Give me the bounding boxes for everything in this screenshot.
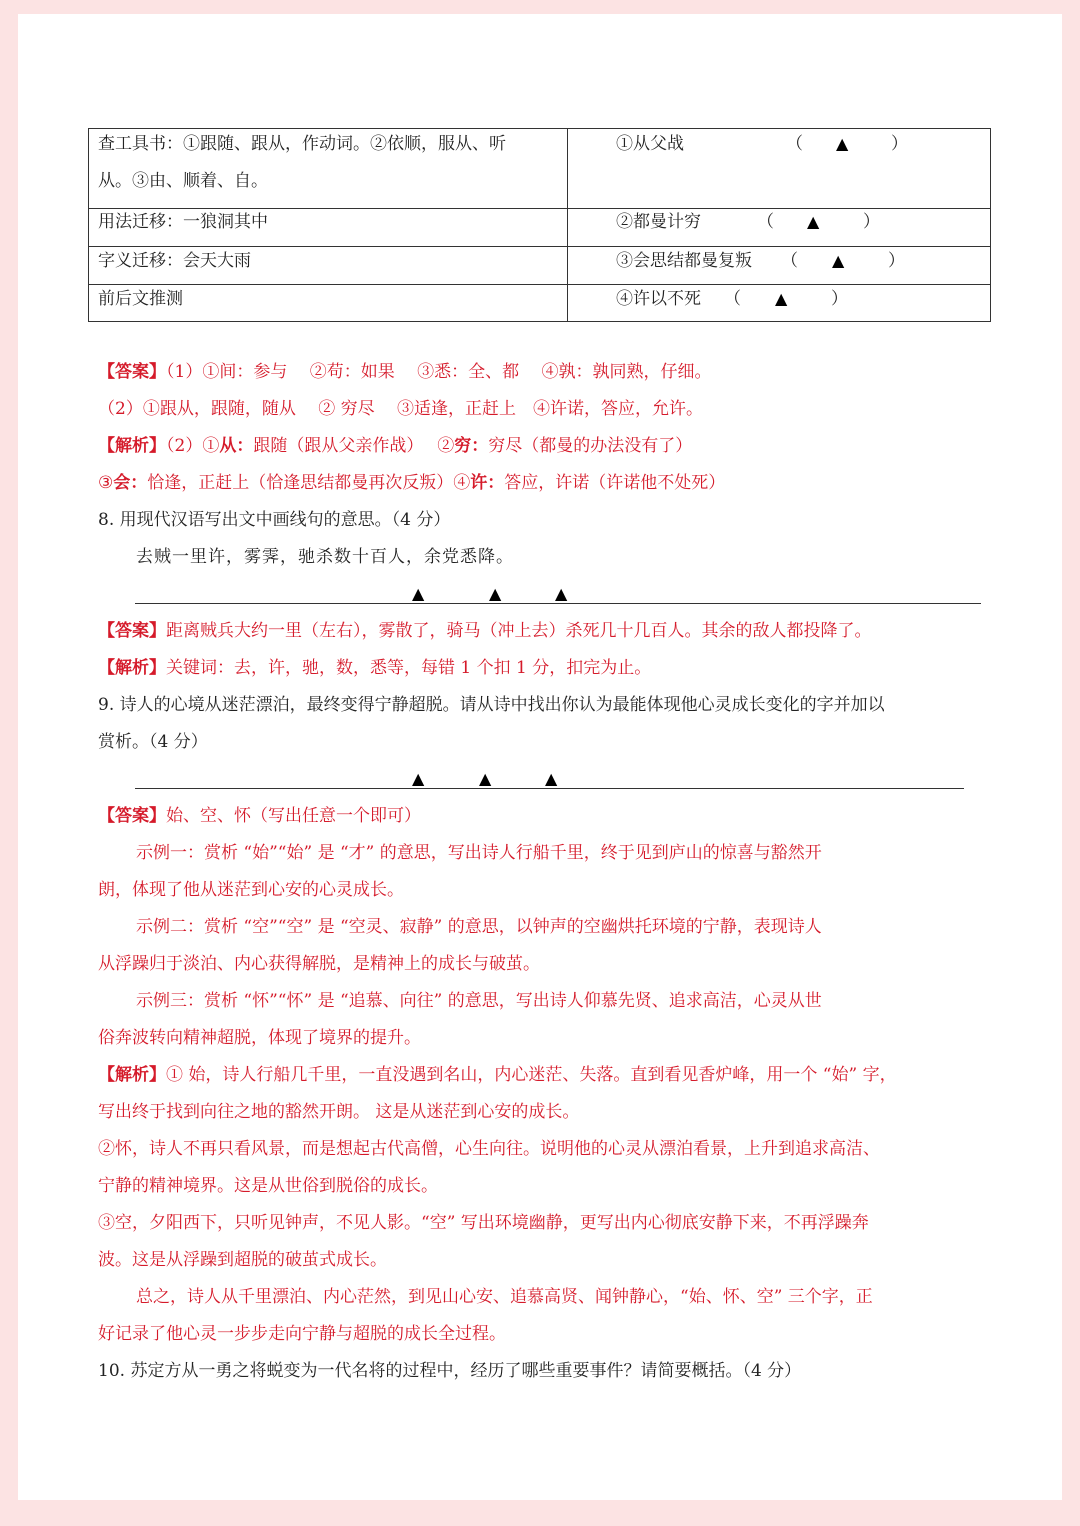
q9-example1-line1: 示例一：赏析 “始”“始” 是 “才” 的意思，写出诗人行船千里，终于见到庐山的惊喜与豁然开	[136, 843, 822, 863]
answer-blank-mark: ▲	[489, 584, 502, 603]
answer-label: 【答案】	[98, 621, 166, 641]
q10-question: 10. 苏定方从一勇之将蜕变为一代名将的过程中，经历了哪些重要事件？请简要概括。（4 分）	[98, 1361, 802, 1381]
analysis-label: 【解析】	[98, 658, 166, 678]
q7-answer-line1: 【答案】（1）①间：参与 ②苟：如果 ③悉：全、都 ④孰：孰同熟，仔细。	[98, 362, 712, 382]
open-paren: （	[786, 134, 803, 154]
close-paren: ）	[891, 134, 908, 154]
q9-example3-line2: 俗奔波转向精神超脱，体现了境界的提升。	[98, 1028, 421, 1048]
q9-question-line1: 9. 诗人的心境从迷茫漂泊，最终变得宁静超脱。请从诗中找出你认为最能体现他心灵成长变化的字并加以	[98, 695, 885, 715]
answer-blank-mark: ▲	[412, 584, 425, 603]
answer-line	[135, 788, 964, 789]
q8-answer: 【答案】距离贼兵大约一里（左右），雾散了，骑马（冲上去）杀死几十几百人。其余的敌人都投降了。	[98, 621, 872, 641]
q9-analysis-line4: 宁静的精神境界。这是从世俗到脱俗的成长。	[98, 1176, 438, 1196]
q9-analysis-line2: 写出终于找到向往之地的豁然开朗。 这是从迷茫到心安的成长。	[98, 1102, 580, 1122]
q9-example3-line1: 示例三：赏析 “怀”“怀” 是 “追慕、向往” 的意思，写出诗人仰慕先贤、追求高洁，心灵从世	[136, 991, 822, 1011]
q9-analysis-line1: 【解析】① 始，诗人行船几千里，一直没遇到名山，内心迷茫、失落。直到看见香炉峰，用一个 “始” 字，	[98, 1065, 897, 1085]
table-cell-right: ②都曼计穷	[616, 212, 701, 232]
answer-blank-mark: ▲	[807, 212, 820, 231]
q8-question: 8. 用现代汉语写出文中画线句的意思。（4 分）	[98, 510, 451, 530]
answer-blank-mark: ▲	[412, 769, 425, 788]
open-paren: （	[724, 289, 741, 309]
answer-blank-mark: ▲	[836, 134, 849, 153]
q8-analysis: 【解析】关键词：去，许，驰，数，悉等，每错 1 个扣 1 分，扣完为止。	[98, 658, 652, 678]
open-paren: （	[757, 212, 774, 232]
open-paren: （	[781, 251, 798, 271]
close-paren: ）	[888, 251, 905, 271]
answer-label: 【答案】	[98, 362, 166, 382]
q9-question-line2: 赏析。（4 分）	[98, 732, 208, 752]
table-row	[89, 129, 990, 209]
q9-summary-line2: 好记录了他心灵一步步走向宁静与超脱的成长全过程。	[98, 1324, 506, 1344]
q9-analysis-line6: 波。这是从浮躁到超脱的破茧式成长。	[98, 1250, 387, 1270]
vocabulary-table	[88, 128, 991, 322]
table-cell-right: ④许以不死	[616, 289, 701, 309]
table-cell-left: 从。③由、顺着、自。	[98, 171, 268, 191]
answer-label: 【答案】	[98, 806, 166, 826]
q7-analysis-line2: ③会：恰逢，正赶上（恰逢思结都曼再次反叛）④许：答应，许诺（许诺他不处死）	[98, 473, 726, 493]
document-page	[18, 14, 1062, 1500]
q9-analysis-line3: ②怀，诗人不再只看风景，而是想起古代高僧，心生向往。说明他的心灵从漂泊看景，上升到追求高洁、	[98, 1139, 880, 1159]
q9-example2-line2: 从浮躁归于淡泊、内心获得解脱，是精神上的成长与破茧。	[98, 954, 540, 974]
table-cell-left: 前后文推测	[98, 289, 183, 309]
q9-example1-line2: 朗，体现了他从迷茫到心安的心灵成长。	[98, 880, 404, 900]
analysis-label: 【解析】	[98, 1065, 166, 1085]
answer-blank-mark: ▲	[555, 584, 568, 603]
answer-blank-mark: ▲	[545, 769, 558, 788]
table-cell-left: 字义迁移：会天大雨	[98, 251, 251, 271]
answer-line	[135, 603, 981, 604]
table-cell-left: 用法迁移：一狼洞其中	[98, 212, 268, 232]
q9-summary-line1: 总之，诗人从千里漂泊、内心茫然，到见山心安、追慕高贤、闻钟静心，“始、怀、空” 三个字，正	[136, 1287, 873, 1307]
analysis-label: 【解析】	[98, 436, 166, 456]
table-row	[89, 247, 990, 285]
table-row	[89, 209, 990, 247]
q9-analysis-line5: ③空，夕阳西下，只听见钟声，不见人影。“空” 写出环境幽静，更写出内心彻底安静下来，不再浮躁奔	[98, 1213, 869, 1233]
answer-blank-mark: ▲	[775, 289, 788, 308]
q9-example2-line1: 示例二：赏析 “空”“空” 是 “空灵、寂静” 的意思，以钟声的空幽烘托环境的宁静，表现诗人	[136, 917, 822, 937]
close-paren: ）	[831, 289, 848, 309]
table-cell-left: 查工具书：①跟随、跟从，作动词。②依顺，服从、听	[98, 134, 506, 154]
table-cell-right: ③会思结都曼复叛	[616, 251, 752, 271]
table-cell-right: ①从父战	[616, 134, 684, 154]
q7-answer-line2: （2）①跟从，跟随，随从 ② 穷尽 ③适逢，正赶上 ④许诺，答应，允许。	[98, 399, 704, 419]
answer-blank-mark: ▲	[479, 769, 492, 788]
q7-analysis-line1: 【解析】（2）①从：跟随（跟从父亲作战） ②穷：穷尽（都曼的办法没有了）	[98, 436, 693, 456]
q9-answer: 【答案】始、空、怀（写出任意一个即可）	[98, 806, 421, 826]
answer-blank-mark: ▲	[832, 251, 845, 270]
table-row	[89, 285, 990, 321]
close-paren: ）	[863, 212, 880, 232]
q8-quote: 去贼一里许，雾霁，驰杀数十百人，余党悉降。	[136, 547, 514, 567]
